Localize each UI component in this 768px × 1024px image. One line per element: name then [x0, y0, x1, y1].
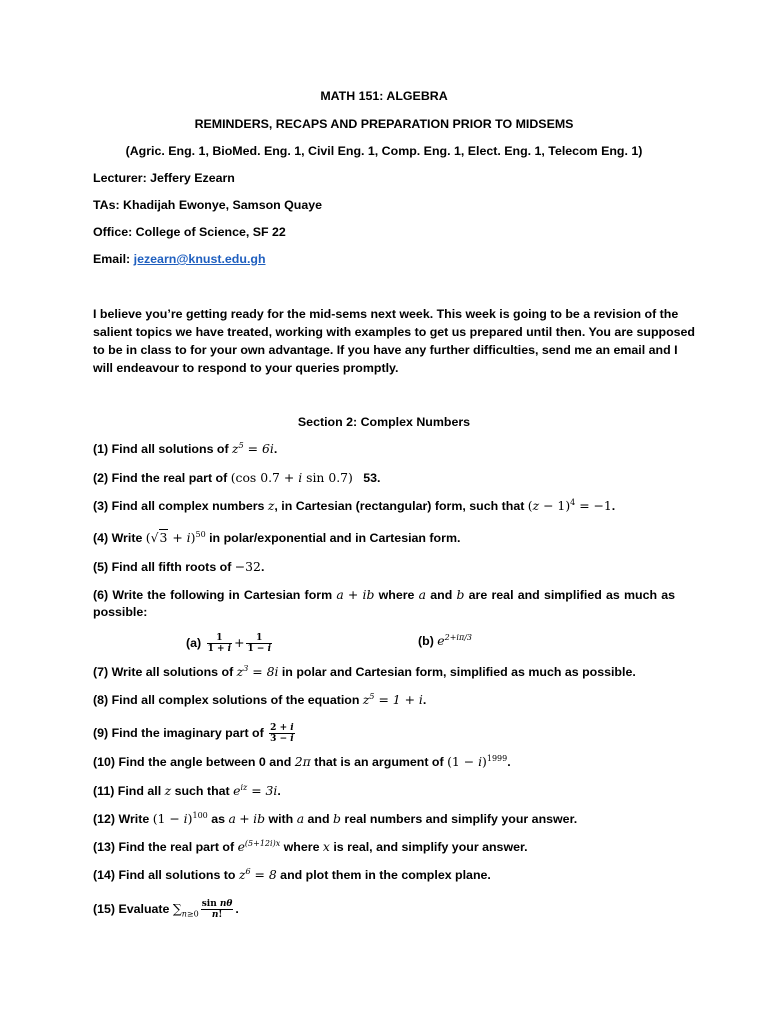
- email-line: [93, 251, 266, 267]
- lecturer-line: Lecturer: Jeffery Ezearn: [93, 171, 235, 185]
- question-1: (1) Find all solutions of $z^5 = 6i$.: [93, 440, 278, 456]
- question-13: (13) Find the real part of $e^{(5+12i)x}$ where x is real, and simplify your answer.: [93, 838, 528, 854]
- question-6b: (b) $e^{2+i\pi/3}$: [418, 632, 473, 648]
- question-4: (4) Write $(√3 + i)^{50}$ in polar/exponential and in Cartesian form.: [93, 529, 461, 545]
- math-expression: $z^5 = 1 + i$: [362, 691, 423, 707]
- fraction: $\frac{\text{sin nθ}}{n!}$: [201, 899, 233, 920]
- question-6-continued: possible:: [93, 605, 148, 619]
- intro-line: to be in class to for your own advantage. If you have any further difficulties, send me an email and I: [93, 343, 678, 357]
- fraction: $\frac{1}{1 - i}$: [247, 633, 271, 654]
- office-line: Office: College of Science, SF 22: [93, 225, 286, 239]
- email-link[interactable]: jezearn@knust.edu.gh: [133, 252, 266, 266]
- intro-line: salient topics we have treated, working with examples to get us prepared until then. You are supposed: [93, 325, 695, 339]
- question-10: (10) Find the angle between 0 and 2π that is an argument of $(1 - i)^{1999}$.: [93, 753, 511, 769]
- question-6: (6) Write the following in Cartesian form a + ib where a and b are real and simplified as much as: [93, 587, 676, 602]
- math-expression: (cos 0.7 + i sin 0.7): [230, 470, 353, 485]
- math-expression: $z^3 = 8i$: [236, 663, 279, 679]
- fraction: $\frac{2 + i}{3 - i}$: [270, 723, 294, 744]
- question-12: (12) Write $(1 - i)^{100}$ as a + ib with a and b real numbers and simplify your answer.: [93, 810, 578, 826]
- math-expression: $z^6 = 8$: [238, 866, 277, 882]
- tas-line: TAs: Khadijah Ewonye, Samson Quaye: [93, 198, 323, 212]
- question-14: (14) Find all solutions to $z^6 = 8$ and plot them in the complex plane.: [93, 866, 491, 882]
- math-expression: $\sum_{n\ge 0}$: [172, 900, 199, 919]
- math-expression: $e^{iz} = 3i$: [233, 782, 278, 798]
- intro-line: will endeavour to respond to your queries promptly.: [93, 361, 399, 375]
- course-title: MATH 151: ALGEBRA: [320, 89, 448, 103]
- question-15: (15) Evaluate $\sum_{n\ge 0}$ $\frac{\text{sin nθ}}{n!}$ .: [93, 899, 239, 920]
- math-expression: $z^5 = 6i$: [232, 440, 274, 456]
- math-expression: $e^{(5+12i)x}$: [237, 838, 281, 854]
- intro-paragraph: [93, 305, 695, 377]
- math-expression: −32: [234, 559, 261, 574]
- question-7: (7) Write all solutions of $z^3 = 8i$ in polar and Cartesian form, simplified as much as possible.: [93, 663, 636, 679]
- email-label: Email:: [93, 252, 134, 266]
- question-2: (2) Find the real part of (cos 0.7 + i sin 0.7) 53.: [93, 470, 381, 485]
- question-5: (5) Find all fifth roots of −32.: [93, 559, 265, 574]
- document-subtitle: REMINDERS, RECAPS AND PREPARATION PRIOR TO MIDSEMS: [194, 117, 574, 131]
- section-title: Section 2: Complex Numbers: [297, 415, 471, 429]
- question-11: (11) Find all z such that $e^{iz} = 3i$.: [93, 782, 281, 798]
- math-expression: $(√3 + i)^{50}$: [145, 529, 206, 545]
- intro-line: I believe you’re getting ready for the mid-sems next week. This week is going to be a revision of the: [93, 307, 679, 321]
- fraction: $\frac{1}{1 + i}$: [207, 633, 232, 654]
- question-6a: (a) $\frac{1}{1 + i}$ + $\frac{1}{1 - i}$: [186, 633, 271, 654]
- math-expression: $(z - 1)^4 = -1$: [527, 497, 612, 513]
- math-expression: $(1 - i)^{100}$: [152, 810, 208, 826]
- question-8: (8) Find all complex solutions of the equation $z^5 = 1 + i$.: [93, 691, 427, 707]
- math-expression: $(1 - i)^{1999}$: [447, 753, 508, 769]
- question-9: (9) Find the imaginary part of $\frac{2 + i}{3 - i}$: [93, 723, 294, 744]
- math-expression: $e^{2+i\pi/3}$: [437, 632, 473, 648]
- question-3: (3) Find all complex numbers z, in Cartesian (rectangular) form, such that $(z - 1)^4 = -1$.: [93, 497, 616, 513]
- programmes-list: (Agric. Eng. 1, BioMed. Eng. 1, Civil Eng. 1, Comp. Eng. 1, Elect. Eng. 1, Telecom Eng. 1): [125, 144, 643, 158]
